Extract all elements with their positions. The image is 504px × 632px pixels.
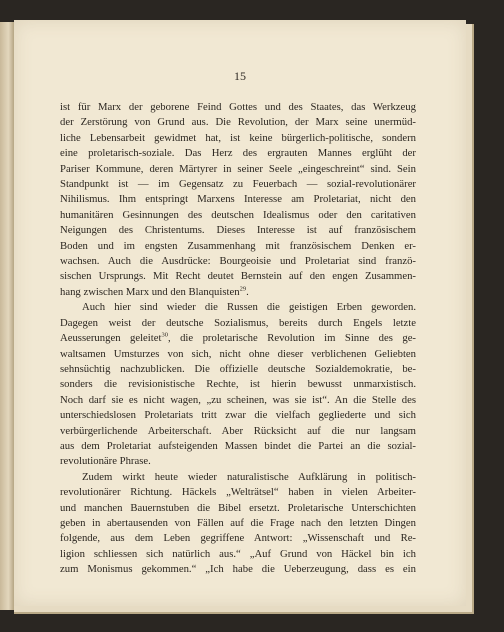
text-line-content: ligion schliessen sich natürlich aus.“ „Auf Grund von Häckel bin ich (60, 547, 416, 560)
text-line (60, 131, 416, 146)
text-line (60, 347, 416, 362)
text-line-content: wachsen. Auch die Ausdrücke: Bourgeoisie und Proletariat sind franzö- (60, 255, 416, 268)
text-line (60, 285, 416, 300)
text-line (60, 239, 416, 254)
text-line-content: verbürgerlichende Arbeiterschaft. Aber Rücksicht auf die nur langsam (60, 424, 416, 437)
text-line (60, 269, 416, 284)
text-line-content: sehnsüchtig nachzublicken. Die offizielle deutsche Sozialdemokratie, be- (60, 362, 416, 375)
text-line-content: geben in abertausenden von Fällen auf die Frage nach den letzten Dingen (60, 516, 416, 529)
text-line (60, 316, 416, 331)
text-line-content: folgende, aus dem Leben gegriffene Antwort: „Wissenschaft und Re- (60, 532, 416, 545)
text-line (60, 377, 416, 392)
text-line (60, 516, 416, 531)
text-line-content: liche Lebensarbeit gewidmet hat, ist keine bürgerlich-politische, sondern (60, 131, 416, 144)
text-line (60, 254, 416, 269)
text-line-content: Zudem wirkt heute wieder naturalistische Aufklärung in politisch- (82, 470, 416, 483)
text-line (60, 100, 416, 115)
footnote-reference: 30 (161, 331, 168, 339)
text-line-content: Dagegen weist der deutsche Sozialismus, bereits durch Engels letzte (60, 316, 416, 329)
text-line-content: waltsamen Umsturzes von sich, nicht ohne dieser verblichenen Geliebten (60, 347, 416, 360)
text-line-content: Auch hier sind wieder die Russen die geistigen Erben geworden. (82, 301, 416, 314)
text-line (60, 424, 416, 439)
text-line (60, 208, 416, 223)
text-line-content: Noch darf sie es nicht wagen, „zu scheinen, was sie ist“. An die Stelle des (60, 393, 416, 406)
text-line-content: unterschiedslosen Proletariats tritt zwar die vielfach gegliederte und sich (60, 409, 416, 422)
text-line (60, 331, 416, 346)
text-line (60, 146, 416, 161)
text-line (60, 547, 416, 562)
text-line (60, 115, 416, 130)
text-line (60, 470, 416, 485)
facing-page-edge (0, 22, 15, 610)
text-line-content: zum Monismus gekommen.“ „Ich habe die Ueberzeugung, dass es ein (60, 563, 416, 576)
text-line (60, 531, 416, 546)
text-line-continuation: . (246, 285, 249, 298)
text-line-content: Standpunkt ist — im Gegensatz zu Feuerbach — sozial-revolutionärer (60, 178, 416, 191)
text-line (60, 162, 416, 177)
text-line-content: Nihilismus. Ihm entspringt Marxens Interesse am Proletariat, nicht den (60, 193, 416, 206)
text-line-content: revolutionärer Richtung. Häckels „Welträtsel“ haben in vielen Arbeiter- (60, 486, 416, 499)
text-line-content: aus dem Proletariat aufsteigenden Massen bindet die Partei an die sozial- (60, 439, 416, 452)
body-text (60, 100, 416, 578)
text-line-content: eine proletarisch-soziale. Das Herz des ergrauten Mannes erglüht der (60, 147, 416, 160)
text-line (60, 454, 416, 469)
text-line-content: hang zwischen Marx und den Blanquisten (60, 285, 240, 298)
text-line-content: Pariser Kommune, deren Märtyrer in seiner Seele „eingeschreint“ sind. Sein (60, 162, 416, 175)
book-page (14, 20, 466, 606)
text-line-content: sonders die revisionistische Rechte, ist hierin bewusst unmarxistisch. (60, 378, 416, 391)
footnote-reference: 29 (239, 285, 247, 293)
text-line-content: Neigungen des Christentums. Dieses Interesse ist auf französischem (60, 224, 416, 237)
text-line-content: Aeusserungen geleitet (60, 332, 162, 345)
text-line-content: ist für Marx der geborene Feind Gottes und des Staates, das Werkzeug (60, 101, 416, 113)
text-line-content: der Zerstörung von Grund aus. Die Revolution, der Marx seine unermüd- (60, 116, 416, 129)
text-line (60, 192, 416, 207)
text-line (60, 177, 416, 192)
text-line-content: und manchen Bauernstuben die Bibel ersetzt. Proletarische Unterschichten (60, 501, 416, 514)
text-line (60, 501, 416, 516)
text-line (60, 408, 416, 423)
text-line-content: sischen Ursprungs. Mit Recht deutet Bernstein auf den engen Zusammen- (60, 270, 416, 283)
text-line-continuation: , die proletarische Revolution im Sinne des ge- (167, 332, 416, 345)
text-line-content: revolutionäre Phrase. (60, 455, 151, 468)
page-number: 15 (234, 69, 246, 83)
text-line (60, 393, 416, 408)
text-line (60, 562, 416, 577)
text-line (60, 485, 416, 500)
text-line-content: Boden und im engsten Zusammenhang mit französischem Denken er- (60, 239, 416, 252)
text-line (60, 439, 416, 454)
text-line (60, 362, 416, 377)
text-line (60, 300, 416, 315)
text-line (60, 223, 416, 238)
text-line-content: humanitären Gesinnungen des deutschen Idealismus oder den caritativen (60, 208, 416, 221)
